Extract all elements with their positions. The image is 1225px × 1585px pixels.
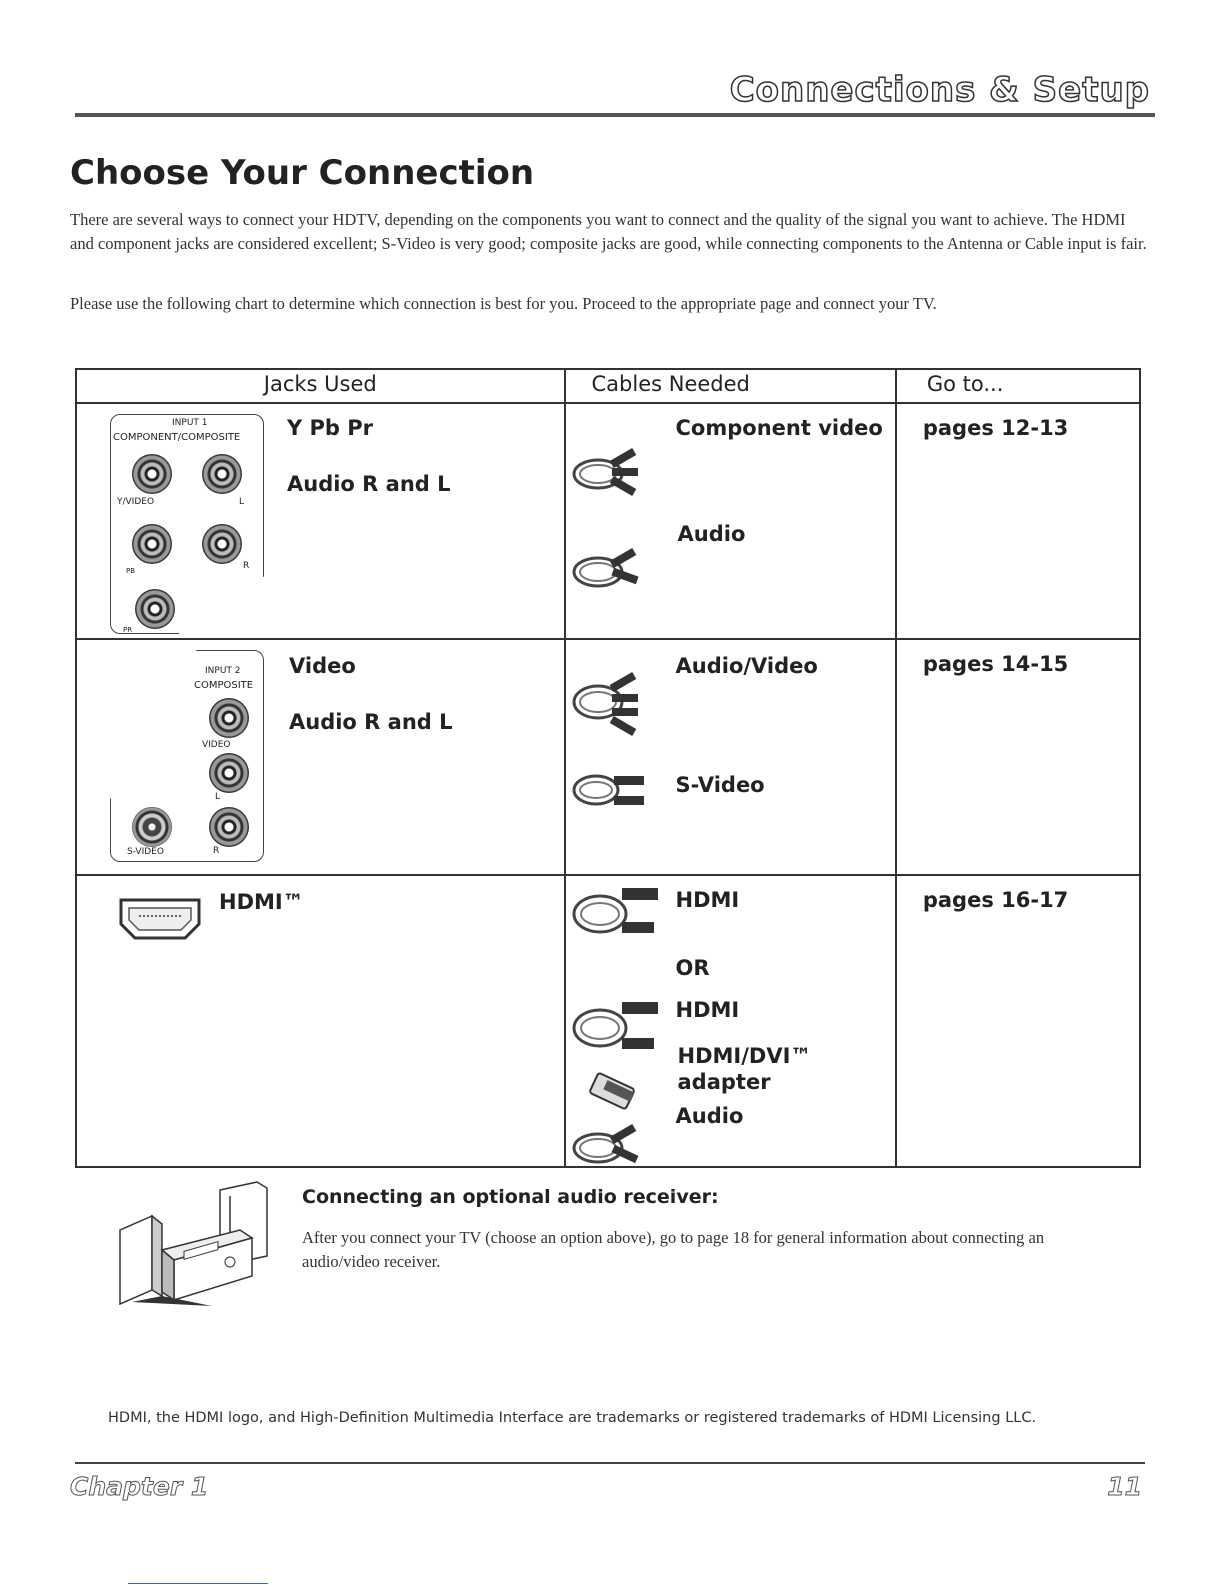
cable-label: HDMI bbox=[675, 998, 740, 1022]
bottom-link-line bbox=[128, 1583, 268, 1584]
goto-pages: pages 14-15 bbox=[922, 652, 1069, 676]
header-section-title: Connections & Setup bbox=[729, 70, 1150, 110]
cables-cell bbox=[565, 875, 896, 1167]
table-row bbox=[76, 875, 1140, 1167]
panel-label: VIDEO bbox=[202, 740, 231, 750]
panel-label: Y/VIDEO bbox=[117, 497, 155, 507]
panel-label: S-VIDEO bbox=[127, 847, 164, 857]
header-cables: Cables Needed bbox=[565, 369, 896, 403]
audio-cable-icon bbox=[570, 532, 650, 602]
cables-cell bbox=[565, 403, 896, 639]
footer-chapter: Chapter 1 bbox=[70, 1472, 209, 1501]
hdmi-cable-icon-2 bbox=[570, 996, 665, 1058]
header-goto: Go to... bbox=[896, 369, 1140, 403]
page-title: Choose Your Connection bbox=[70, 153, 535, 193]
audio-receiver-illustration bbox=[112, 1180, 272, 1310]
jack-audio-l bbox=[202, 454, 242, 494]
header-rule bbox=[75, 113, 1155, 117]
jack-label: Audio R and L bbox=[289, 710, 453, 734]
input1-panel-illustration bbox=[110, 414, 264, 634]
cable-label: S-Video bbox=[675, 773, 765, 797]
jacks-cell bbox=[76, 639, 565, 875]
jack-svideo bbox=[132, 807, 172, 847]
jack-label: Video bbox=[289, 654, 356, 678]
cable-label: adapter bbox=[677, 1070, 771, 1094]
trademark-footnote: HDMI, the HDMI logo, and High-Definition Multimedia Interface are trademarks or registered trademarks of HDMI Licensing LLC. bbox=[108, 1410, 1037, 1426]
intro-paragraph-2: Please use the following chart to determine which connection is best for you. Proceed to the appropriate page and connect your TV. bbox=[70, 294, 937, 313]
cables-cell bbox=[565, 639, 896, 875]
panel-label: R bbox=[213, 846, 220, 856]
hdmi-cable-icon bbox=[570, 882, 665, 942]
receiver-section-title: Connecting an optional audio receiver: bbox=[302, 1186, 719, 1208]
panel-label: INPUT 2 bbox=[205, 666, 241, 676]
panel-label: COMPOSITE bbox=[194, 680, 254, 691]
jacks-cell bbox=[76, 875, 565, 1167]
audio-cable-icon bbox=[570, 1116, 650, 1171]
panel-label: PB bbox=[126, 567, 136, 575]
hdmi-port-icon bbox=[117, 894, 203, 942]
goto-cell bbox=[896, 403, 1140, 639]
jack-yvideo bbox=[132, 454, 172, 494]
panel-label: COMPONENT/COMPOSITE bbox=[113, 432, 241, 443]
panel-label: INPUT 1 bbox=[172, 418, 208, 428]
goto-cell bbox=[896, 639, 1140, 875]
table-header-row bbox=[76, 369, 1140, 403]
table-row bbox=[76, 403, 1140, 639]
footer-page-number: 11 bbox=[1107, 1472, 1142, 1501]
panel-label: L bbox=[215, 792, 221, 802]
goto-cell bbox=[896, 875, 1140, 1167]
jack-label: Y Pb Pr bbox=[287, 416, 373, 440]
av-cable-icon bbox=[570, 652, 650, 742]
panel-label: R bbox=[243, 561, 250, 571]
connection-table bbox=[75, 368, 1141, 1168]
cable-label: HDMI bbox=[675, 888, 740, 912]
cable-label: Audio/Video bbox=[675, 654, 818, 678]
jack-audio-r bbox=[209, 807, 249, 847]
jack-pr bbox=[135, 589, 175, 629]
cable-label: Audio bbox=[675, 1104, 744, 1128]
jack-video bbox=[209, 698, 249, 738]
panel-label: PR bbox=[123, 626, 133, 634]
jacks-cell bbox=[76, 403, 565, 639]
goto-pages: pages 16-17 bbox=[922, 888, 1069, 912]
hdmi-dvi-adapter-icon bbox=[586, 1066, 652, 1116]
cable-label: HDMI/DVI™ bbox=[677, 1044, 812, 1068]
jack-label: Audio R and L bbox=[287, 472, 451, 496]
svideo-cable-icon bbox=[570, 768, 655, 812]
header-jacks: Jacks Used bbox=[76, 369, 565, 403]
intro-paragraph: There are several ways to connect your HDTV, depending on the components you want to connect and the quality of the signal you want to achieve. The HDMI and component jacks are considered excellent; S-Video is very good; composite jacks are good, while connecting components to the Antenna or Cable input is fair. bbox=[70, 210, 1147, 253]
jack-pb bbox=[132, 524, 172, 564]
jack-label: HDMI™ bbox=[219, 890, 304, 914]
panel-label: L bbox=[239, 497, 245, 507]
jack-audio-r bbox=[202, 524, 242, 564]
cable-label: OR bbox=[675, 956, 710, 980]
jack-audio-l bbox=[209, 753, 249, 793]
cable-label: Audio bbox=[677, 522, 746, 546]
component-cable-icon bbox=[570, 426, 650, 506]
cable-label: Component video bbox=[675, 416, 883, 440]
footer-rule bbox=[75, 1462, 1145, 1464]
goto-pages: pages 12-13 bbox=[922, 416, 1069, 440]
table-row bbox=[76, 639, 1140, 875]
receiver-section-text: After you connect your TV (choose an option above), go to page 18 for general information about connecting an audio/video receiver. bbox=[302, 1228, 1045, 1271]
